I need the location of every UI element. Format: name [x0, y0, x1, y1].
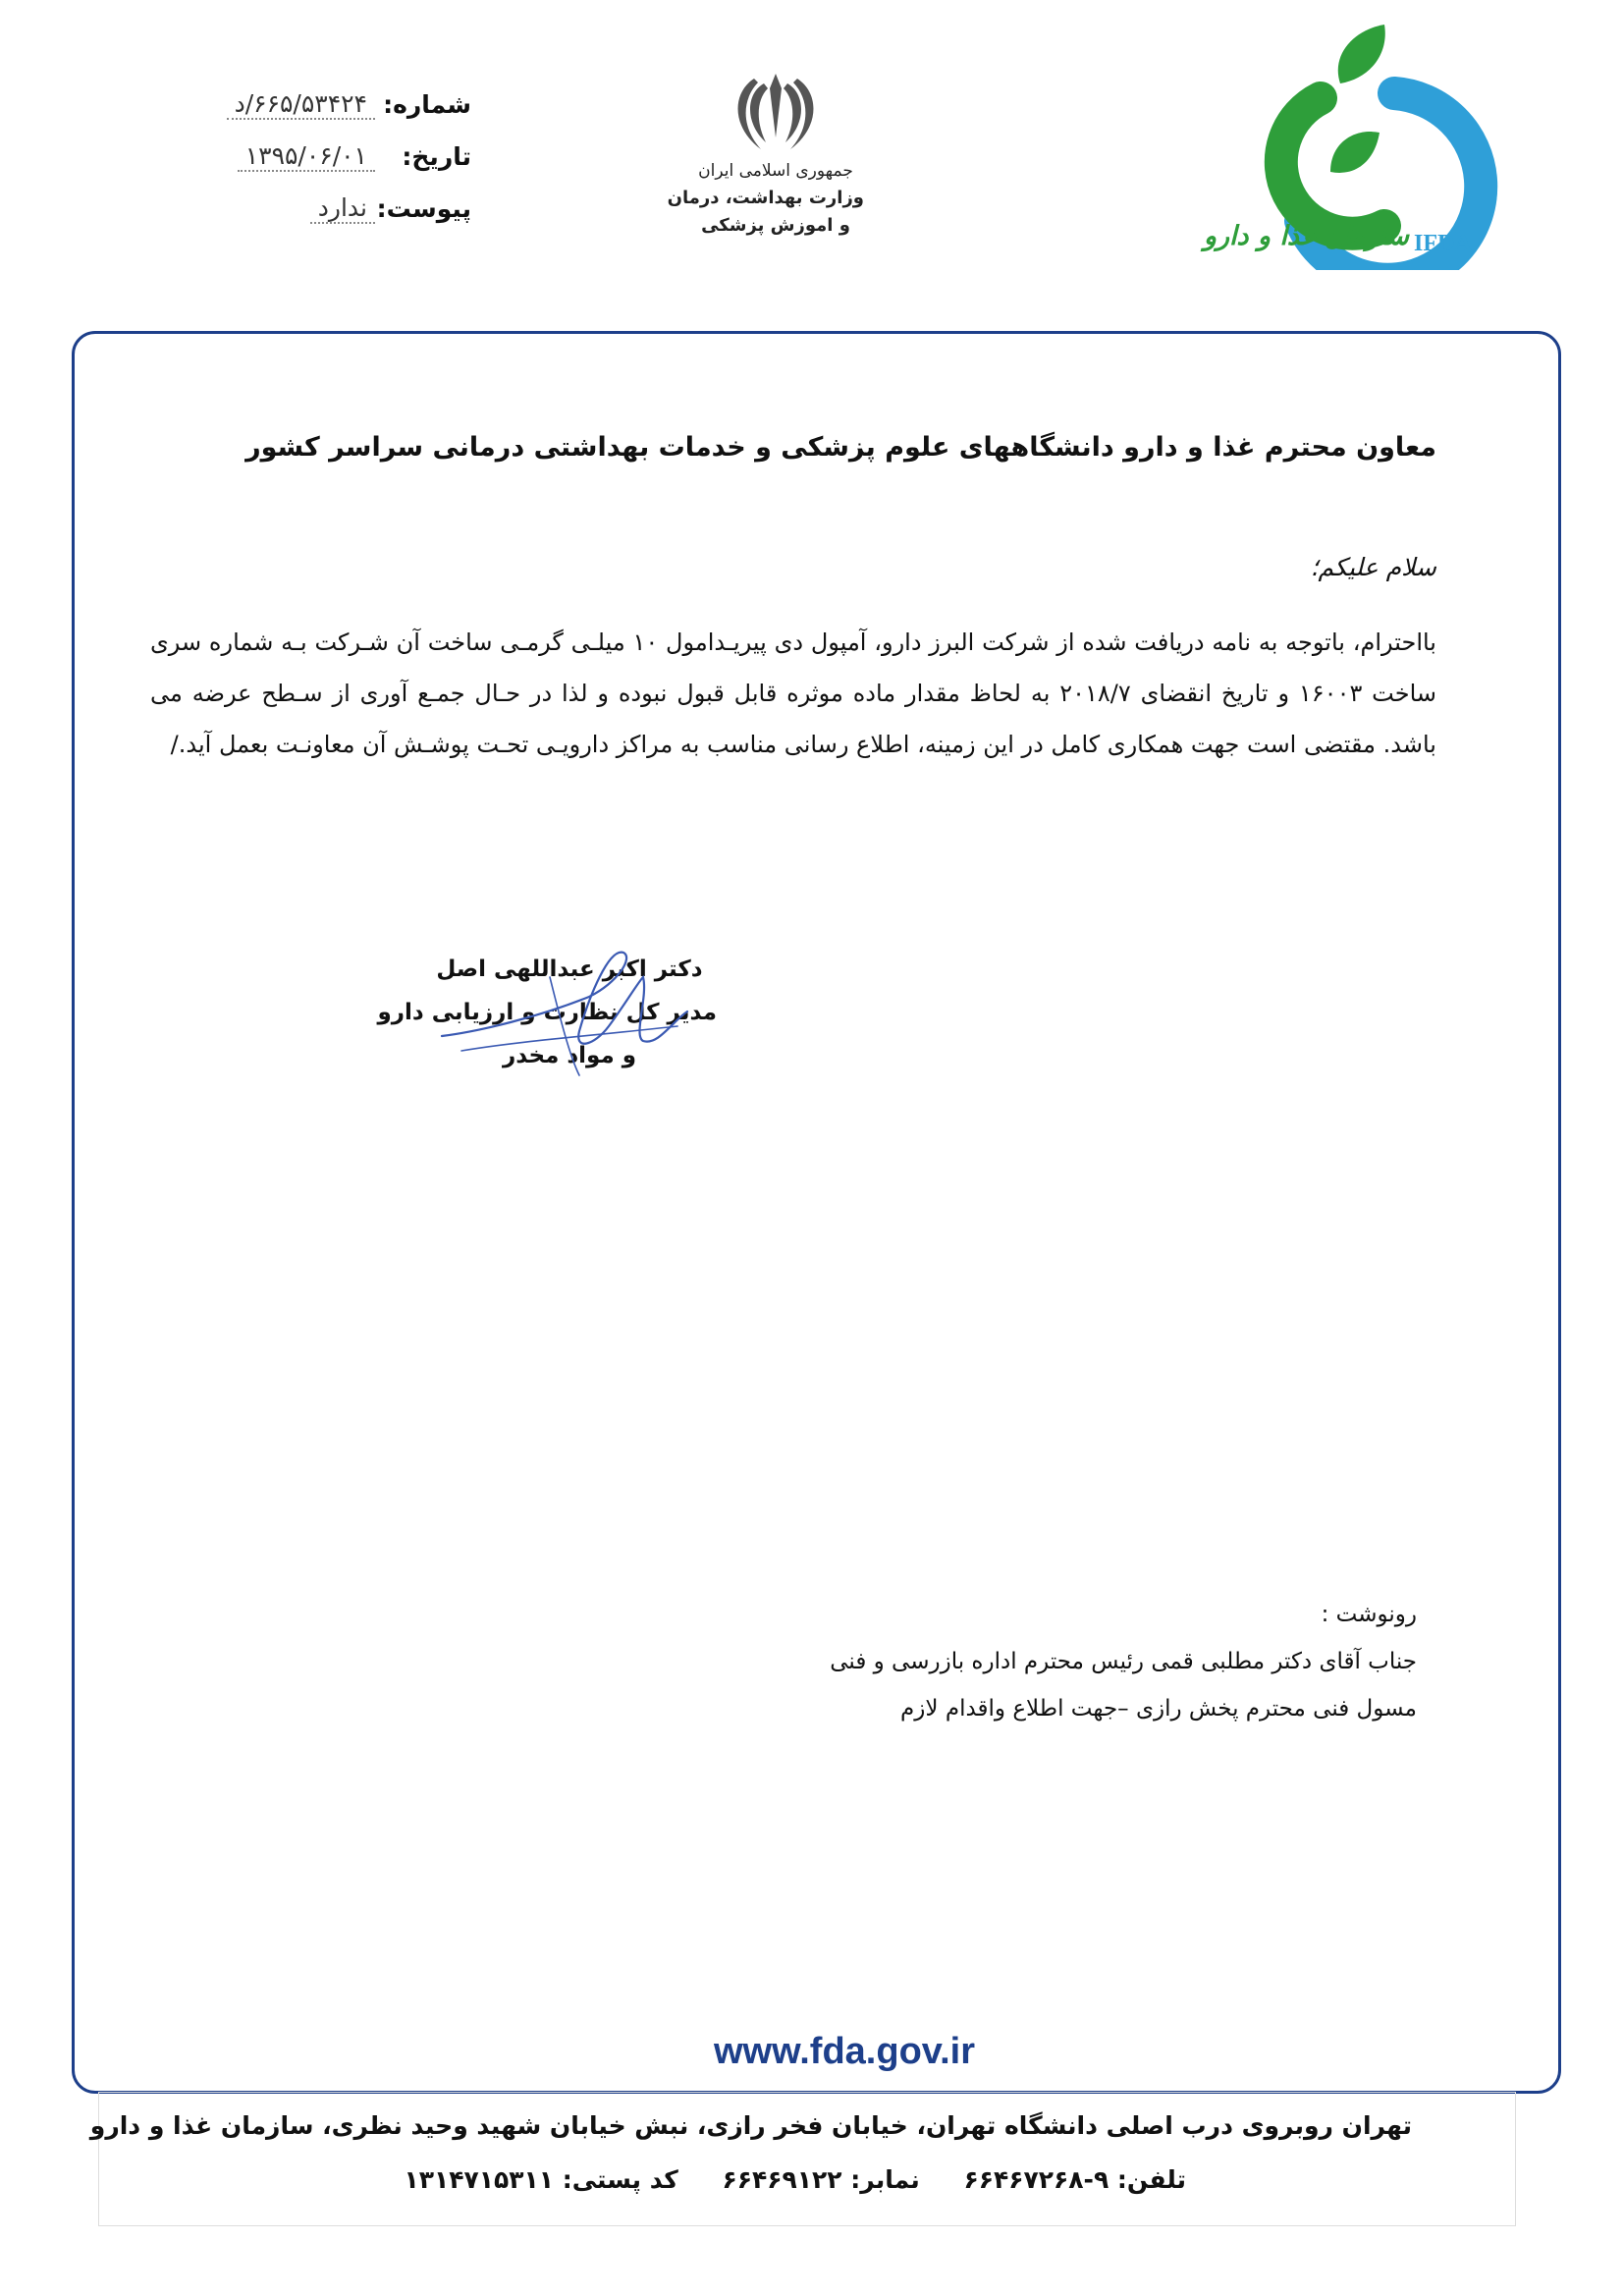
attachment-label: پیوست: — [376, 194, 471, 223]
signer-title-continued: و مواد مخدر — [502, 1043, 636, 1068]
attachment-value: ندارد — [310, 193, 375, 224]
number-label: شماره: — [383, 90, 471, 119]
letter-body: بااحترام، باتوجه به نامه دریافت شده از شرکت البرز دارو، آمپول دی پیریـدامول ۱۰ میلـی گرمـی ساخت آن شـرکت بـه شماره سری ساخت ۱۶۰۰۳ و تاریخ انقضای ۲۰۱۸/۷ به لحاظ مقدار ماده موثره قابل قبول نبوده و لذا در حـال جمـع آوری از سـطح عرضه می باشد. مقتضی است جهت همکاری کامل در این زمینه، اطلاع رسانی مناسب به مراکز دارویـی تحـت پوشـش آن معاونـت بعمل آید./ — [150, 629, 1437, 758]
cc-block — [830, 1591, 1417, 1732]
ifda-logo-abbr: IFDA — [1414, 231, 1472, 256]
footer-address: تهران روبروی درب اصلی دانشگاه تهران، خیابان فخر رازی، نبش خیابان شهید وحید نظری، سازمان غذا و دارو — [89, 2111, 1412, 2140]
ifda-logo-text: سازمان غذا و دارو — [1203, 221, 1409, 251]
cc-line: مسول فنی محترم پخش رازی –جهت اطلاع واقدام لازم — [900, 1696, 1417, 1722]
meta-attachment-row — [167, 183, 471, 235]
website-link[interactable]: www.fda.gov.ir — [713, 2031, 976, 2072]
iran-emblem-icon — [727, 69, 825, 157]
footer-contacts — [368, 2165, 1186, 2194]
footer-fax: نمابر: ۶۶۴۶۹۱۲۲ — [722, 2165, 920, 2194]
date-label: تاریخ: — [402, 142, 471, 171]
footer-postal: کد پستی: ۱۳۱۴۷۱۵۳۱۱ — [404, 2165, 678, 2194]
cc-line: جناب آقای دکتر مطلبی قمی رئیس محترم اداره بازرسی و فنی — [830, 1649, 1417, 1674]
emblem-line-ministry: وزارت بهداشت، درمان — [667, 188, 864, 208]
letter-meta — [167, 79, 471, 235]
signer-title: مدیر کل نظارت و ارزیابی دارو — [377, 1000, 717, 1025]
letter-salutation: سلام علیکم؛ — [1310, 553, 1436, 581]
cc-title: رونوشت : — [1321, 1602, 1417, 1627]
signer-name: دکتر اکبر عبداللهی اصل — [436, 957, 703, 982]
meta-date-row — [167, 131, 471, 183]
letter-recipient: معاون محترم غذا و دارو دانشگاههای علوم پزشکی و خدمات بهداشتی درمانی سراسر کشور — [245, 432, 1436, 463]
number-value: ۶۶۵/۵۳۴۲۴/د — [227, 89, 375, 120]
iran-emblem-block — [667, 69, 864, 255]
meta-number-row — [167, 79, 471, 131]
ifda-logo — [1183, 25, 1522, 270]
footer-phone: تلفن: ۹-۶۶۴۶۷۲۶۸ — [963, 2165, 1186, 2194]
letter-frame — [72, 331, 1561, 2094]
handwritten-signature-icon — [422, 938, 707, 1085]
emblem-line-education: و اموزش پزشکی — [701, 215, 850, 236]
date-value: ۱۳۹۵/۰۶/۰۱ — [238, 141, 375, 172]
emblem-line-country: جمهوری اسلامی ایران — [698, 161, 853, 181]
